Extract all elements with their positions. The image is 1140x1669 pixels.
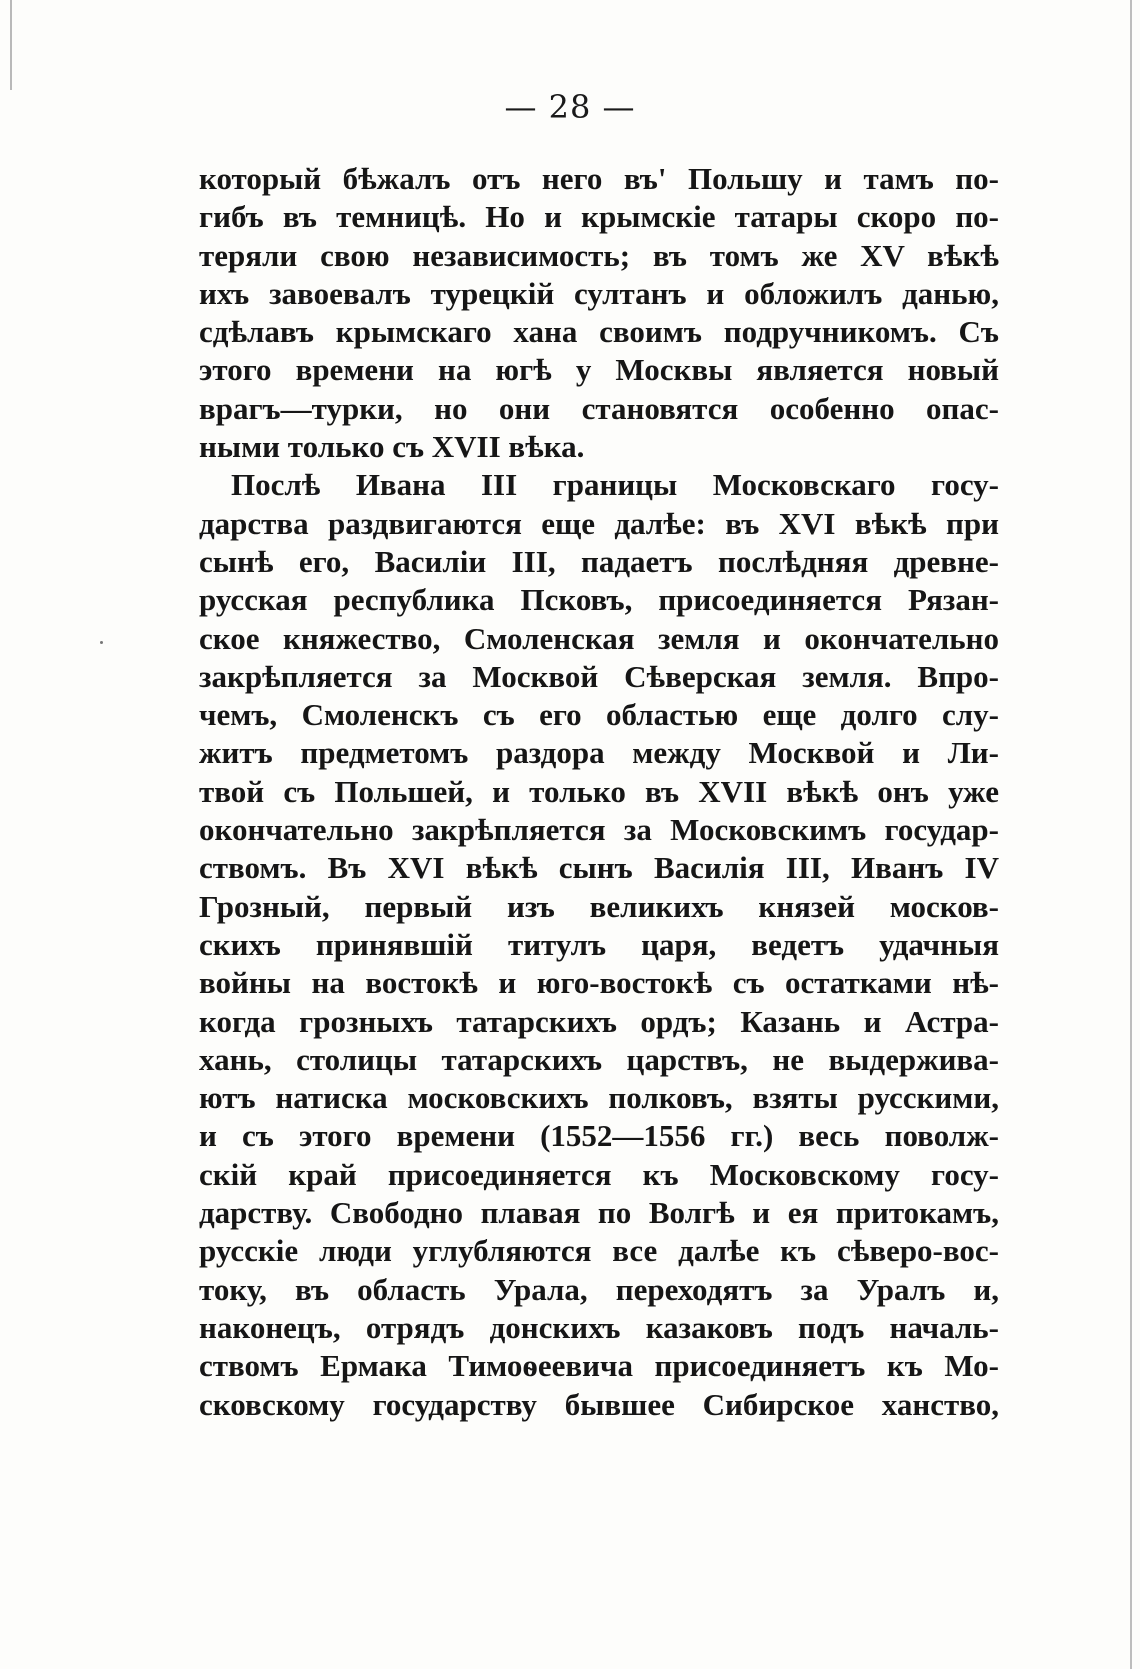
text-line: врагъ—турки, но они становятся особенно опас- xyxy=(199,390,999,426)
text-line: току, въ область Урала, переходятъ за Уралъ и, xyxy=(199,1271,999,1307)
text-line: ютъ натиска московскихъ полковъ, взяты русскими, xyxy=(199,1080,999,1116)
text-line: твой съ Польшей, и только въ XVII вѣкѣ онъ уже xyxy=(199,773,999,809)
text-line: закрѣпляется за Москвой Сѣверская земля. Впро- xyxy=(199,658,999,694)
text-line: хань, столицы татарскихъ царствъ, не выдержива- xyxy=(199,1041,999,1077)
text-line: Грозный, первый изъ великихъ князей москов- xyxy=(199,888,999,924)
paragraph xyxy=(199,466,999,1423)
text-line: теряли свою независимость; въ томъ же XV вѣкѣ xyxy=(199,237,999,273)
text-line: войны на востокѣ и юго-востокѣ съ остатками нѣ- xyxy=(199,965,999,1001)
text-line: житъ предметомъ раздора между Москвой и Ли- xyxy=(199,735,999,771)
text-line: ствомъ. Въ XVI вѣкѣ сынъ Василія III, Иванъ IV xyxy=(199,850,999,886)
text-line: ское княжество, Смоленская земля и окончательно xyxy=(199,620,999,656)
paragraph xyxy=(199,160,999,466)
text-line: когда грозныхъ татарскихъ ордъ; Казань и Астра- xyxy=(199,1003,999,1039)
text-line: сдѣлавъ крымскаго хана своимъ подручникомъ. Съ xyxy=(199,314,999,350)
scan-speck xyxy=(100,641,103,644)
text-line: дарству. Свободно плавая по Волгѣ и ея притокамъ, xyxy=(199,1195,999,1231)
text-line: русская республика Псковъ, присоединяется Рязан- xyxy=(199,582,999,618)
text-line: ихъ завоевалъ турецкій султанъ и обложилъ данью, xyxy=(199,275,999,311)
text-line: скій край присоединяется къ Московскому госу- xyxy=(199,1156,999,1192)
text-line: ными только съ XVII вѣка. xyxy=(199,429,585,465)
page-number: — 28 — xyxy=(504,88,636,126)
text-line: окончательно закрѣпляется за Московскимъ государ- xyxy=(199,812,999,848)
scan-left-edge xyxy=(10,0,12,90)
text-line: и съ этого времени (1552—1556 гг.) весь поволж- xyxy=(199,1118,999,1154)
text-line: ствомъ Ермака Тимоѳеевича присоединяетъ къ Мо- xyxy=(199,1348,999,1384)
text-line: Послѣ Ивана III границы Московскаго госу- xyxy=(231,467,999,503)
text-line: этого времени на югѣ у Москвы является новый xyxy=(199,352,999,388)
text-line: скихъ принявшій титулъ царя, ведетъ удачныя xyxy=(199,926,999,962)
body-text xyxy=(199,160,999,1424)
text-line: дарства раздвигаются еще далѣе: въ XVI вѣкѣ при xyxy=(199,505,999,541)
text-line: чемъ, Смоленскъ съ его областью еще долго слу- xyxy=(199,697,999,733)
text-line: наконецъ, отрядъ донскихъ казаковъ подъ началь- xyxy=(199,1309,999,1345)
text-line: сынѣ его, Василіи III, падаетъ послѣдняя древне- xyxy=(199,543,999,579)
text-line: гибъ въ темницѣ. Но и крымскіе татары скоро по- xyxy=(199,199,999,235)
text-line: который бѣжалъ отъ него въ' Польшу и тамъ по- xyxy=(199,161,999,196)
text-line: русскіе люди углубляются все далѣе къ сѣверо-вос- xyxy=(199,1233,999,1269)
text-line: сковскому государству бывшее Сибирское ханство, xyxy=(199,1386,999,1422)
scan-right-edge xyxy=(1130,0,1132,1669)
